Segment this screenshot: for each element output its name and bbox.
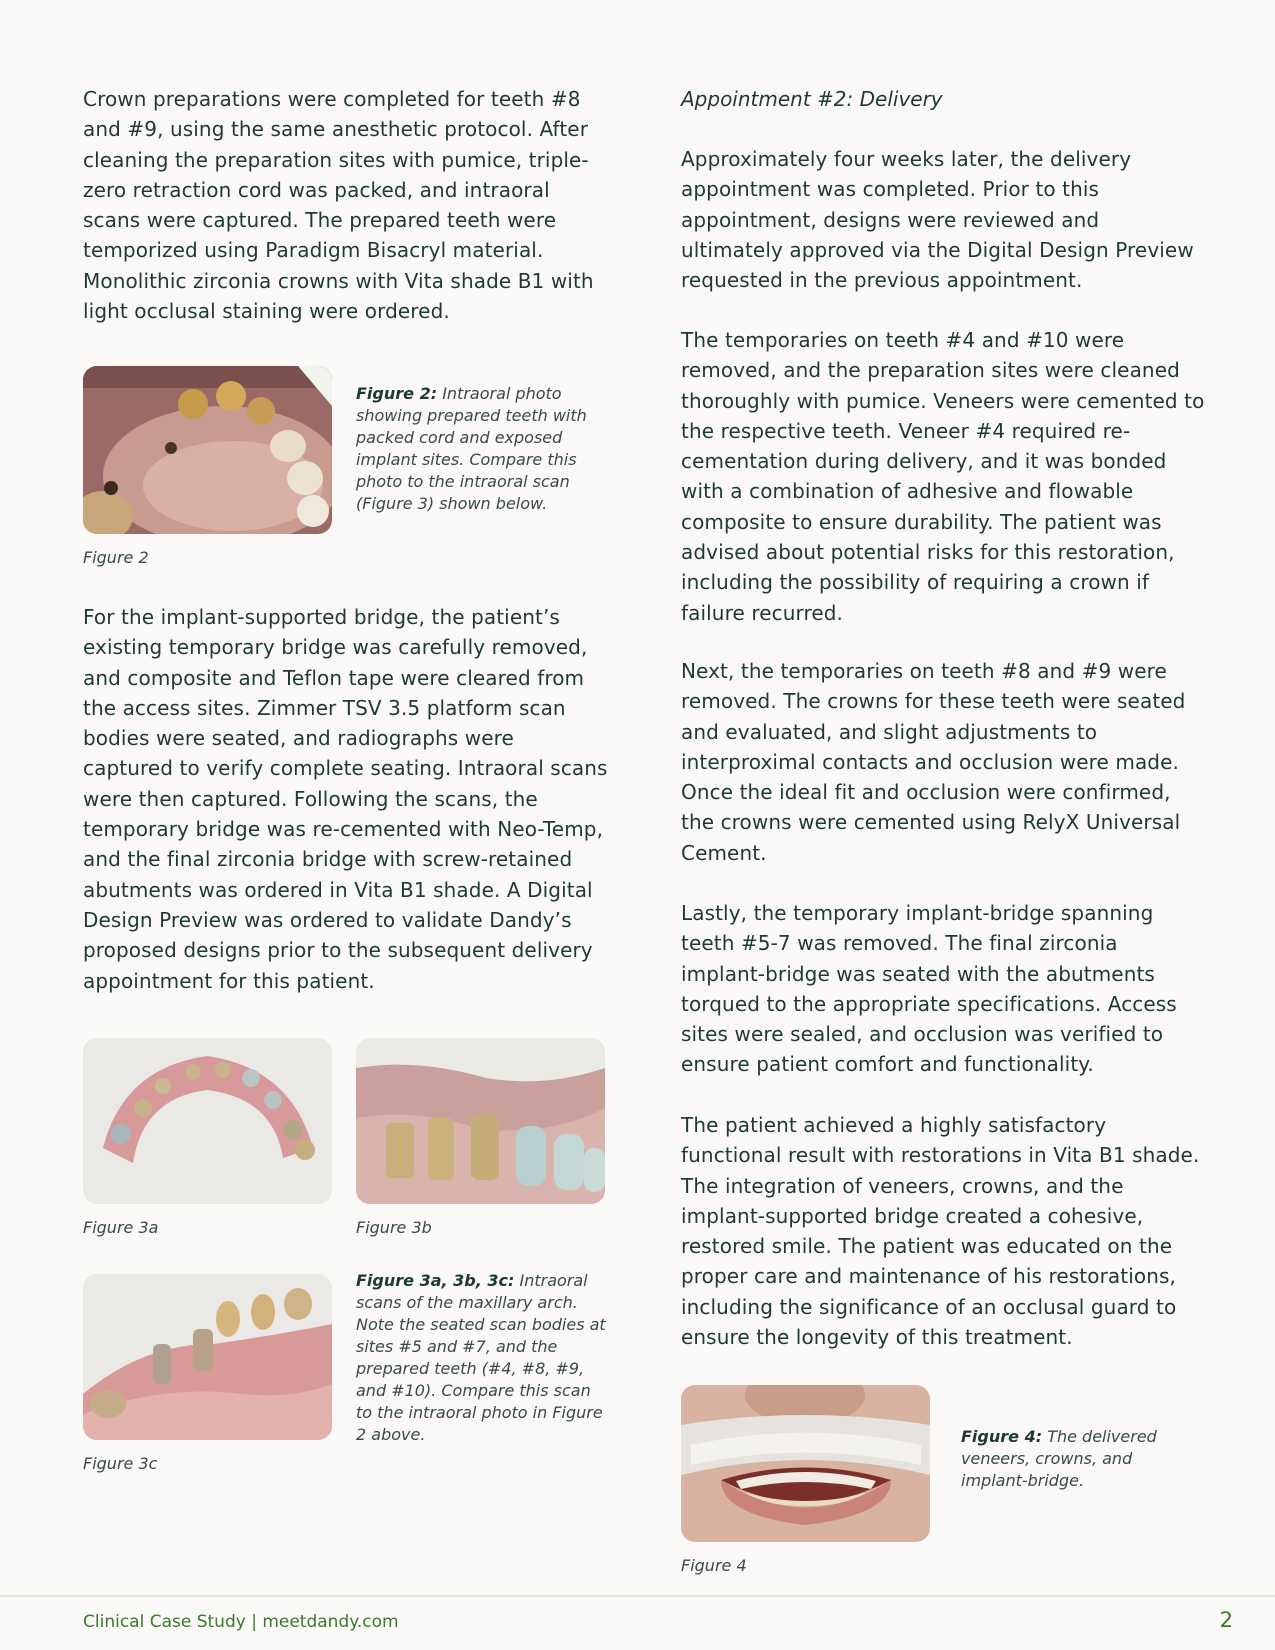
figure-2-caption-text: Intraoral photo showing prepared teeth with packed cord and exposed implant sites. Compare this photo to the intraoral scan (Figure 3) shown below. <box>356 384 587 513</box>
figure-3a-label: Figure 3a <box>83 1218 159 1237</box>
footer-divider <box>0 1595 1275 1597</box>
right-paragraph-3: Next, the temporaries on teeth #8 and #9 were removed. The crowns for these teeth were seated and evaluated, and slight adjustments to interproximal contacts and occlusion were made. Once the ideal fit and occlusion were confirmed, the crowns were cemented using RelyX Universal Cement. <box>681 659 1186 865</box>
footer-site-link[interactable]: Clinical Case Study | meetdandy.com <box>83 1612 399 1632</box>
left-paragraph-2: For the implant-supported bridge, the patient’s existing temporary bridge was carefully removed, and composite and Teflon tape were cleared from the access sites. Zimmer TSV 3.5 platform scan bodies were seated, and radiographs were captured to verify complete seating. Intraoral scans were then captured. Following the scans, the temporary bridge was re-cemented with Neo-Temp, and the final zirconia bridge with screw-retained abutments was ordered in Vita B1 shade. A Digital Design Preview was ordered to validate Dandy’s proposed designs prior to the subsequent delivery appointment for this patient. <box>83 605 608 993</box>
right-paragraph-5: The patient achieved a highly satisfactory functional result with restorations in Vita B1 shade. The integration of veneers, crowns, and the implant-supported bridge created a cohesive, restored smile. The patient was educated on the proper care and maintenance of his restorations, including the significance of an occlusal guard to ensure the longevity of this treatment. <box>681 1113 1200 1350</box>
right-paragraph-1: Approximately four weeks later, the delivery appointment was completed. Prior to this appointment, designs were reviewed and ultimately approved via the Digital Design Preview requested in the previous appointment. <box>681 147 1194 293</box>
figure-4-caption-text: The delivered veneers, crowns, and implant-bridge. <box>961 1427 1157 1490</box>
figure-2-image <box>83 366 332 534</box>
figure-2-caption <box>356 383 596 515</box>
right-paragraph-4: Lastly, the temporary implant-bridge spanning teeth #5-7 was removed. The final zirconia implant-bridge was seated with the abutments torqued to the appropriate specifications. Access sites were sealed, and occlusion was verified to ensure patient comfort and functionality. <box>681 901 1177 1077</box>
figure-4-caption <box>961 1426 1201 1492</box>
figure-2-label: Figure 2 <box>83 548 149 567</box>
figure-3-caption-title: Figure 3a, 3b, 3c: <box>356 1271 515 1290</box>
figure-4-caption-title: Figure 4: <box>961 1427 1043 1446</box>
figure-4-label: Figure 4 <box>681 1556 747 1575</box>
figure-2-caption-title: Figure 2: <box>356 384 438 403</box>
appointment-heading: Appointment #2: Delivery <box>681 87 943 111</box>
figure-3-caption-text: Intraoral scans of the maxillary arch. Note the seated scan bodies at sites #5 and #7, and the prepared teeth (#4, #8, #9, and #10). Compare this scan to the intraoral photo in Figure 2 above. <box>356 1271 606 1444</box>
figure-3-caption <box>356 1270 606 1446</box>
right-paragraph-2: The temporaries on teeth #4 and #10 were removed, and the preparation sites were cleaned thoroughly with pumice. Veneers were cemented to the respective teeth. Veneer #4 required re-cementation during delivery, and it was bonded with a combination of adhesive and flowable composite to ensure durability. The patient was advised about potential risks for this restoration, including the possibility of requiring a crown if failure recurred. <box>681 328 1205 625</box>
figure-3c-image <box>83 1274 332 1440</box>
page-number: 2 <box>1219 1608 1233 1632</box>
left-paragraph-1: Crown preparations were completed for teeth #8 and #9, using the same anesthetic protocol. After cleaning the preparation sites with pumice, triple-zero retraction cord was packed, and intraoral scans were captured. The prepared teeth were temporized using Paradigm Bisacryl material. Monolithic zirconia crowns with Vita shade B1 with light occlusal staining were ordered. <box>83 87 594 324</box>
figure-3c-label: Figure 3c <box>83 1454 158 1473</box>
figure-3a-image <box>83 1038 332 1204</box>
figure-3b-image <box>356 1038 605 1204</box>
figure-4-image <box>681 1385 930 1542</box>
figure-3b-label: Figure 3b <box>356 1218 432 1237</box>
